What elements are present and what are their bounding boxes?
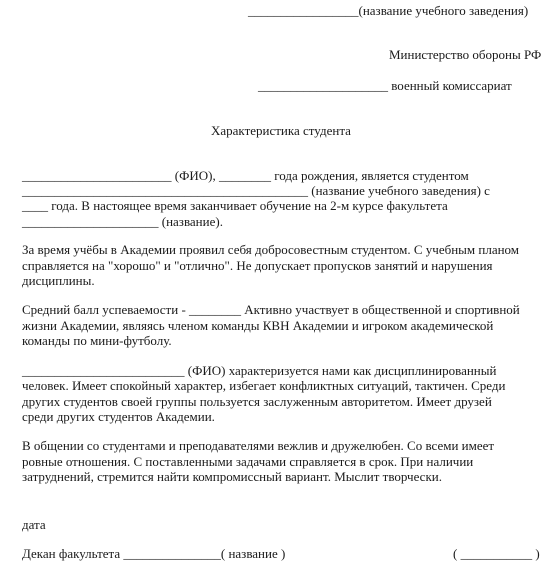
intro-line-1: _______________________ (ФИО), ________ года рождения, является студентом <box>22 168 469 183</box>
paragraph2-line-3: команды по мини-футболу. <box>22 333 172 348</box>
dean-signature-line: Декан факультета _______________( название ) <box>22 546 286 561</box>
header-institution: _________________(название учебного заведения) <box>248 3 529 18</box>
paragraph1-line-3: дисциплины. <box>22 273 95 288</box>
paragraph2-line-2: жизни Академии, являясь членом команды КВН Академии и игроком академической <box>22 318 494 333</box>
paragraph4-line-3: затруднений, стремится найти компромиссный вариант. Мыслит творчески. <box>22 469 442 484</box>
paragraph3-line-2: человек. Имеет спокойный характер, избегает конфликтных ситуаций, тактичен. Среди <box>22 378 506 393</box>
signature-placeholder: ( ___________ ) <box>453 546 540 561</box>
paragraph3-line-1: _________________________ (ФИО) характеризуется нами как дисциплинированный <box>22 363 497 378</box>
date-label: дата <box>22 517 46 532</box>
paragraph1-line-1: За время учёбы в Академии проявил себя добросовестным студентом. С учебным планом <box>22 242 520 257</box>
paragraph3-line-4: среди других студентов Академии. <box>22 409 215 424</box>
intro-line-2: ____________________________________________ (название учебного заведения) с <box>22 183 490 198</box>
paragraph4-line-1: В общении со студентами и преподавателями вежлив и дружелюбен. Со всеми имеет <box>22 438 495 453</box>
paragraph3-line-3: других студентов своей группы пользуется заслуженным авторитетом. Имеет друзей <box>22 394 492 409</box>
paragraph4-line-2: ровные отношения. С поставленными задачами справляется в срок. При наличии <box>22 454 474 469</box>
header-commissariat: ____________________ военный комиссариат <box>258 78 512 93</box>
intro-line-4: _____________________ (название). <box>22 214 223 229</box>
intro-line-3: ____ года. В настоящее время заканчивает обучение на 2-м курсе факультета <box>22 198 448 213</box>
document-title: Характеристика студента <box>211 123 351 138</box>
header-ministry: Министерство обороны РФ <box>389 47 542 62</box>
paragraph1-line-2: справляется на "хорошо" и "отлично". Не допускает пропусков занятий и нарушения <box>22 258 493 273</box>
paragraph2-line-1: Средний балл успеваемости - ________ Активно участвует в общественной и спортивной <box>22 302 520 317</box>
